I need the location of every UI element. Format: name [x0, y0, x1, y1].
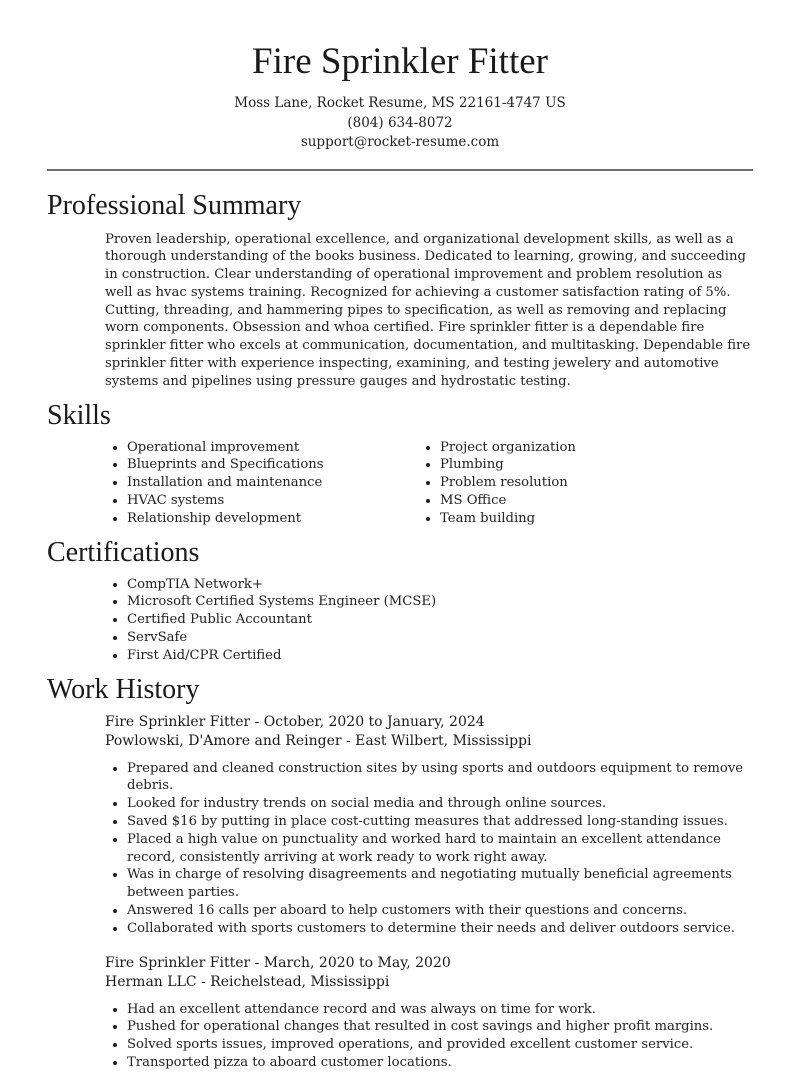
address: Moss Lane, Rocket Resume, MS 22161-4747 US: [234, 95, 566, 111]
job-bullet: • Pushed for operational changes that resulted in cost savings and higher profit margins.: [127, 1018, 753, 1036]
certification-item: • ServSafe: [127, 629, 753, 647]
job-bullet: • Transported pizza to aboard customer locations.: [127, 1054, 753, 1072]
certification-item: • First Aid/CPR Certified: [127, 647, 753, 665]
job-bullet: • Was in charge of resolving disagreements and negotiating mutually beneficial agreements between parties.: [127, 866, 753, 902]
summary-section: [47, 189, 753, 391]
job-entry: [105, 954, 753, 1072]
skills-column-2: [440, 439, 753, 528]
work-history-section: [47, 673, 753, 1072]
resume-header: [0, 0, 800, 153]
skill-item: • HVAC systems: [127, 492, 440, 510]
summary-heading: Professional Summary: [47, 189, 302, 221]
job-bullet: • Saved $16 by putting in place cost-cutting measures that addressed long-standing issues.: [127, 813, 753, 831]
skills-list: [47, 439, 753, 528]
certification-item: • CompTIA Network+: [127, 576, 753, 594]
skills-heading: Skills: [47, 399, 111, 431]
work-history-heading: Work History: [47, 673, 200, 705]
skills-section: [47, 399, 753, 528]
skill-item: • Plumbing: [440, 456, 753, 474]
job-title-dates: Fire Sprinkler Fitter - October, 2020 to January, 2024: [105, 713, 485, 730]
job-bullet: • Answered 16 calls per aboard to help customers with their questions and concerns.: [127, 902, 753, 920]
job-company-location: Powlowski, D'Amore and Reinger - East Wilbert, Mississippi: [105, 733, 532, 750]
skill-item: • Problem resolution: [440, 474, 753, 492]
resume-title: Fire Sprinkler Fitter: [252, 41, 548, 82]
job-bullet: • Solved sports issues, improved operations, and provided excellent customer service.: [127, 1036, 753, 1054]
certifications-heading: Certifications: [47, 536, 200, 568]
job-company-location: Herman LLC - Reichelstead, Mississippi: [105, 974, 390, 991]
summary-text: Proven leadership, operational excellence, and organizational development skills, as well as a thorough understanding of the books business. Dedicated to learning, growing, and succeeding in construction. Clear understanding of operational improvement and problem resolution as well as hvac systems training. Recognized for achieving a customer satisfaction rating of 5%. Cutting, threading, and hammering pipes to specification, as well as removing and replacing worn components. Obsession and whoa certified. Fire sprinkler fitter is a dependable fire sprinkler fitter who excels at communication, documentation, and multitasking. Dependable fire sprinkler fitter with experience inspecting, examining, and testing jewelery and automotive systems and pipelines using pressure gauges and hydrostatic testing.: [105, 231, 751, 389]
phone: (804) 634-8072: [347, 114, 453, 131]
job-bullets: [105, 1001, 753, 1072]
skill-item: • MS Office: [440, 492, 753, 510]
skill-item: • Project organization: [440, 439, 753, 457]
contact-info: [0, 94, 800, 153]
certification-item: • Certified Public Accountant: [127, 611, 753, 629]
job-bullet: • Prepared and cleaned construction sites by using sports and outdoors equipment to remove debris.: [127, 760, 753, 796]
skill-item: • Installation and maintenance: [127, 474, 440, 492]
skills-column-1: [47, 439, 440, 528]
job-bullet: • Had an excellent attendance record and was always on time for work.: [127, 1001, 753, 1019]
certification-item: • Microsoft Certified Systems Engineer (MCSE): [127, 593, 753, 611]
header-divider: [47, 169, 753, 171]
job-bullet: • Placed a high value on punctuality and worked hard to maintain an excellent attendance record, consistently arriving at work ready to work right away.: [127, 831, 753, 867]
job-bullets: [105, 760, 753, 938]
certifications-section: [47, 536, 753, 665]
job-bullet: • Looked for industry trends on social media and through online sources.: [127, 795, 753, 813]
skill-item: • Operational improvement: [127, 439, 440, 457]
email: support@rocket-resume.com: [300, 134, 500, 150]
skill-item: • Relationship development: [127, 510, 440, 528]
job-entry: [105, 713, 753, 938]
job-title-dates: Fire Sprinkler Fitter - March, 2020 to May, 2020: [105, 954, 451, 971]
certifications-list: [47, 576, 753, 665]
job-bullet: • Collaborated with sports customers to determine their needs and deliver outdoors service.: [127, 920, 753, 938]
skill-item: • Blueprints and Specifications: [127, 456, 440, 474]
skill-item: • Team building: [440, 510, 753, 528]
